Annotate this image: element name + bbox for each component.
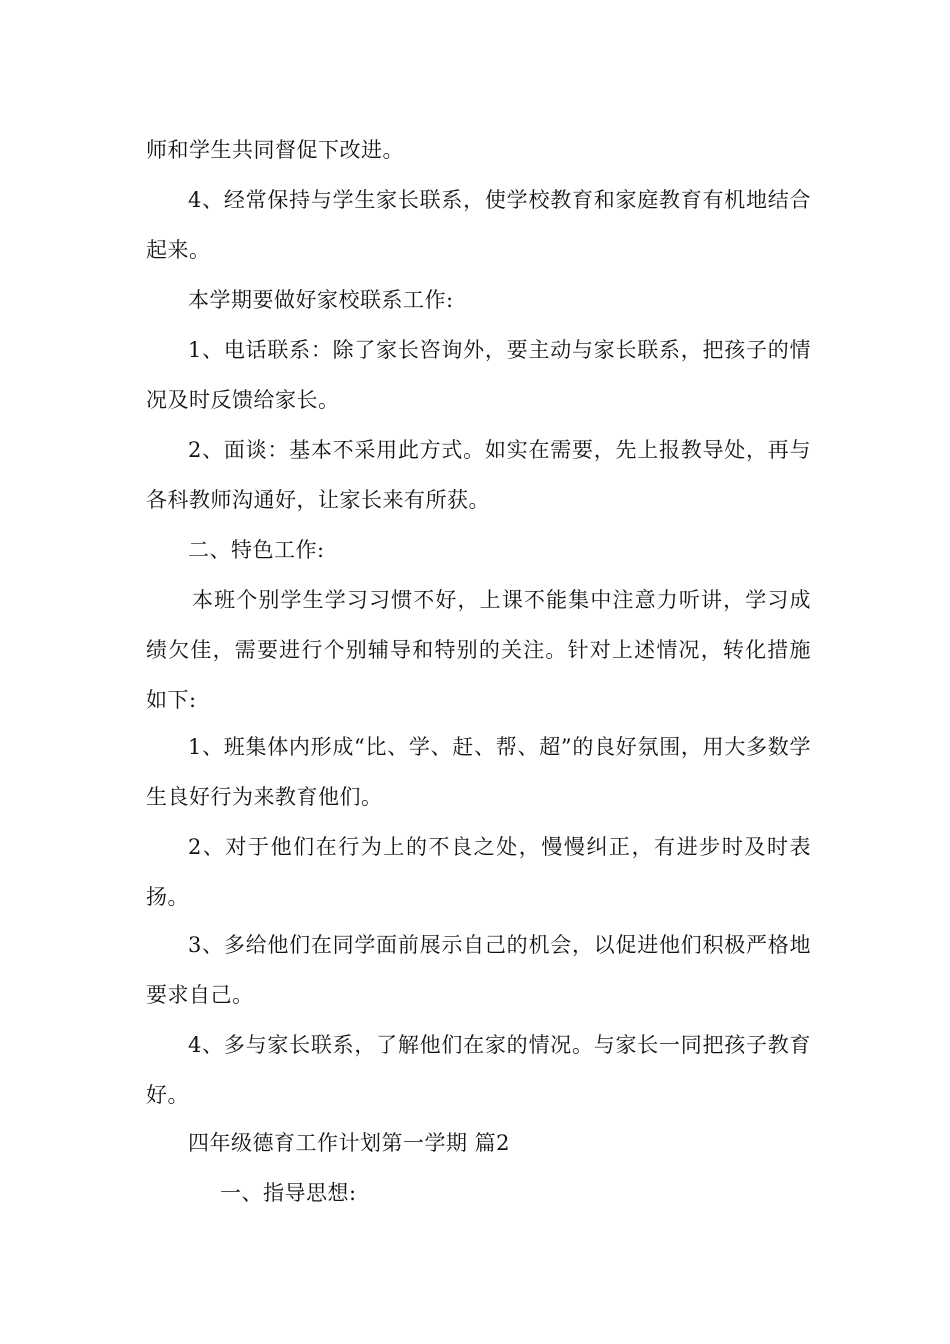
paragraph-phone-contact: 1、电话联系：除了家长咨询外，要主动与家长联系，把孩子的情况及时反馈给家长。	[146, 338, 811, 412]
paragraph-continuation: 师和学生共同督促下改进。	[146, 138, 404, 162]
paragraph-measure-1: 1、班集体内形成“比、学、赶、帮、超”的良好氛围，用大多数学生良好行为来教育他们。	[146, 735, 811, 809]
paragraph-measure-3: 3、多给他们在同学面前展示自己的机会，以促进他们积极严格地要求自己。	[146, 933, 811, 1007]
paragraph-item-4-contact: 4、经常保持与学生家长联系，使学校教育和家庭教育有机地结合起来。	[146, 188, 811, 262]
paragraph-measure-4: 4、多与家长联系，了解他们在家的情况。与家长一同把孩子教育好。	[146, 1033, 811, 1107]
section-heading-guiding-thought: 一、指导思想:	[220, 1181, 357, 1205]
paragraph-home-school-heading: 本学期要做好家校联系工作:	[188, 288, 454, 312]
document-subtitle-part2: 四年级德育工作计划第一学期 篇2	[188, 1131, 511, 1155]
paragraph-features-body: 本班个别学生学习习惯不好，上课不能集中注意力听讲，学习成绩欠佳，需要进行个别辅导和特别的关注。针对上述情况，转化措施如下:	[146, 588, 811, 712]
paragraph-interview: 2、面谈：基本不采用此方式。如实在需要，先上报教导处，再与各科教师沟通好，让家长来有所获。	[146, 438, 811, 512]
section-heading-features: 二、特色工作:	[188, 538, 325, 562]
paragraph-measure-2: 2、对于他们在行为上的不良之处，慢慢纠正，有进步时及时表扬。	[146, 835, 811, 909]
